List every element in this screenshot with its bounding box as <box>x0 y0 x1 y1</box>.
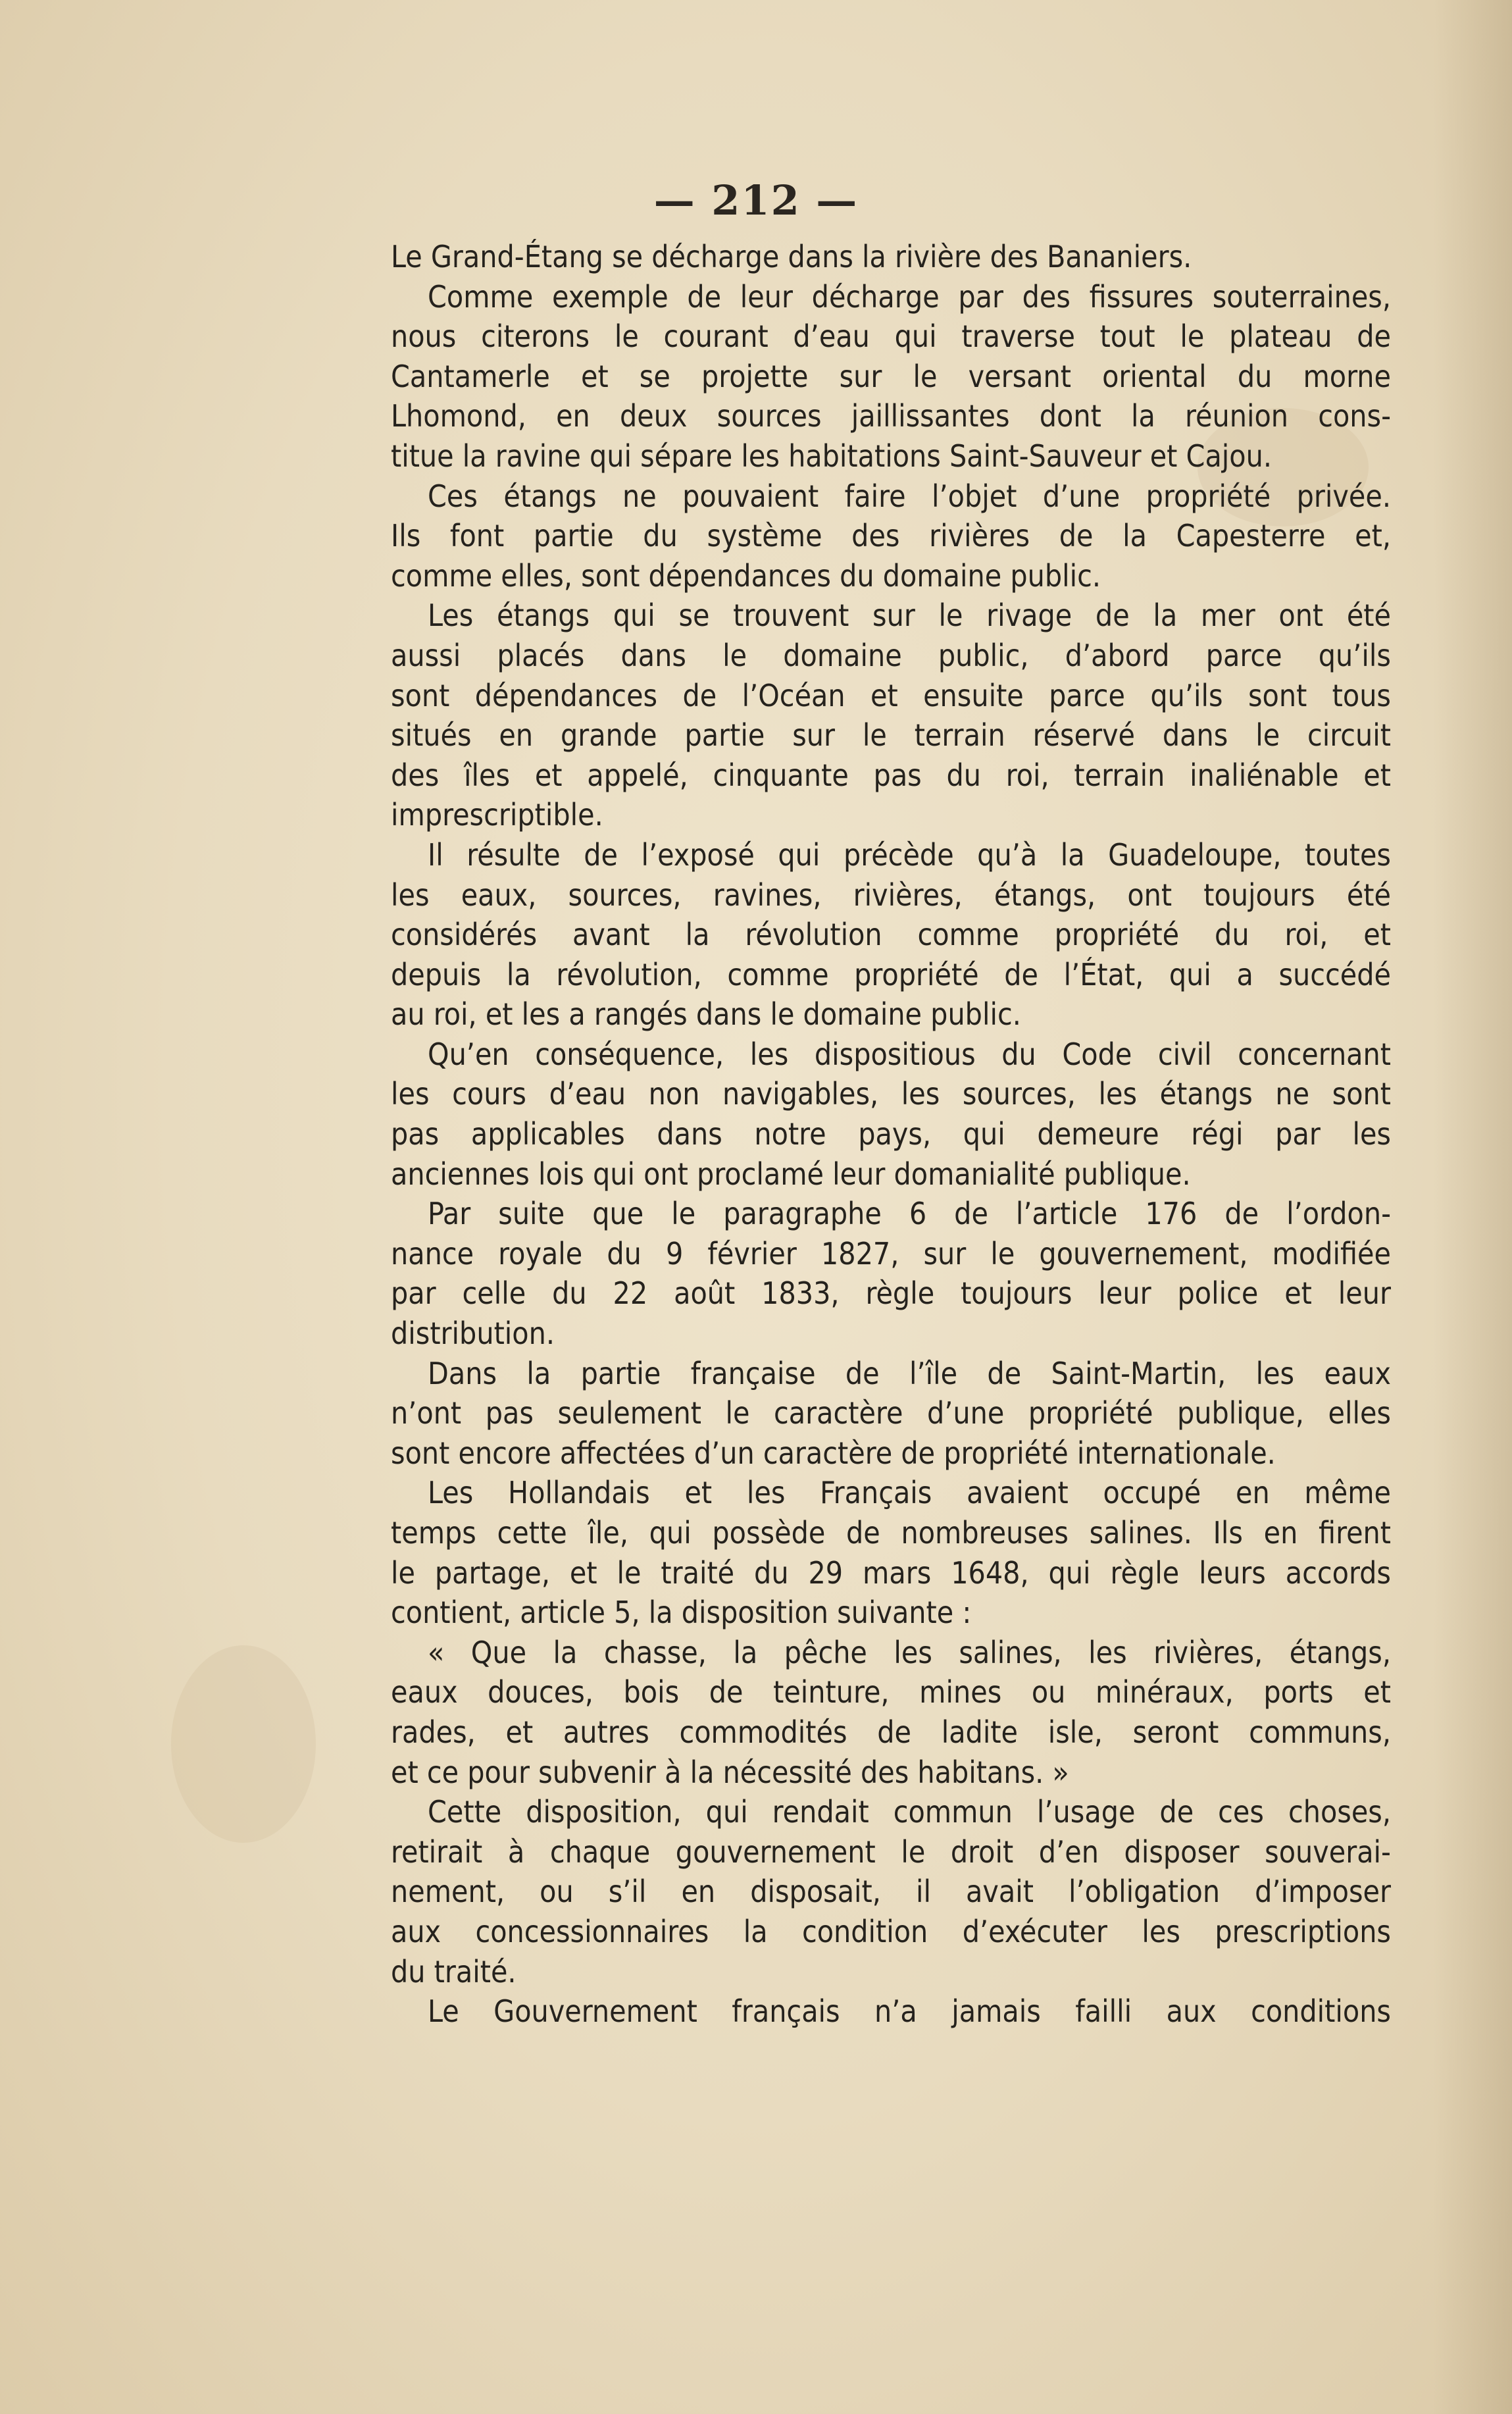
text-line: Les étangs qui se trouvent sur le rivage de la mer ont été <box>428 598 1391 634</box>
paper-stain <box>171 1645 316 1843</box>
text-line: Dans la partie française de l’île de Saint-Martin, les eaux <box>428 1355 1391 1391</box>
text-line: « Que la chasse, la pêche les salines, les rivières, étangs, <box>428 1634 1391 1670</box>
text-line: eaux douces, bois de teinture, mines ou minéraux, ports et <box>391 1674 1391 1710</box>
text-line: temps cette île, qui possède de nombreuses salines. Ils en firent <box>391 1515 1391 1551</box>
page-number: — 212 — <box>653 176 859 224</box>
text-line: rades, et autres commodités de ladite isle, seront communs, <box>391 1714 1391 1750</box>
text-line: nement, ou s’il en disposait, il avait l’obligation d’imposer <box>391 1874 1391 1910</box>
text-line: Lhomond, en deux sources jaillissantes dont la réunion cons- <box>391 398 1391 434</box>
text-line: nance royale du 9 février 1827, sur le gouvernement, modifiée <box>391 1235 1391 1271</box>
text-line: anciennes lois qui ont proclamé leur domanialité publique. <box>391 1156 1191 1192</box>
text-line: n’ont pas seulement le caractère d’une propriété publique, elles <box>391 1395 1391 1431</box>
text-line: Ils font partie du système des rivières de la Capesterre et, <box>391 518 1391 554</box>
page-edge-shadow <box>1433 0 1512 2414</box>
text-line: aux concessionnaires la condition d’exécuter les prescriptions <box>391 1913 1391 1949</box>
text-line: Il résulte de l’exposé qui précède qu’à la Guadeloupe, toutes <box>428 836 1391 873</box>
text-line: les cours d’eau non navigables, les sources, les étangs ne sont <box>391 1076 1391 1112</box>
text-line: Cantamerle et se projette sur le versant oriental du morne <box>391 358 1391 394</box>
text-line: depuis la révolution, comme propriété de l’État, qui a succédé <box>391 956 1391 992</box>
text-line: comme elles, sont dépendances du domaine public. <box>391 557 1101 594</box>
text-line: contient, article 5, la disposition suivante : <box>391 1595 972 1631</box>
text-line: Comme exemple de leur décharge par des fissures souterraines, <box>428 278 1391 315</box>
text-line: aussi placés dans le domaine public, d’abord parce qu’ils <box>391 637 1391 673</box>
text-line: les eaux, sources, ravines, rivières, étangs, ont toujours été <box>391 877 1391 913</box>
text-line: Les Hollandais et les Français avaient occupé en même <box>428 1475 1391 1511</box>
text-line: Par suite que le paragraphe 6 de l’article 176 de l’ordon- <box>428 1196 1391 1232</box>
text-line: du traité. <box>391 1953 517 1990</box>
text-line: Cette disposition, qui rendait commun l’usage de ces choses, <box>428 1794 1391 1830</box>
text-line: pas applicables dans notre pays, qui demeure régi par les <box>391 1116 1391 1152</box>
text-line: des îles et appelé, cinquante pas du roi, terrain inaliénable et <box>391 757 1391 793</box>
text-line: considérés avant la révolution comme propriété du roi, et <box>391 917 1391 953</box>
text-line: par celle du 22 août 1833, règle toujours leur police et leur <box>391 1275 1391 1312</box>
text-line: nous citerons le courant d’eau qui traverse tout le plateau de <box>391 319 1391 355</box>
text-line: sont encore affectées d’un caractère de propriété internationale. <box>391 1435 1276 1471</box>
text-line: Le Gouvernement français n’a jamais failli aux conditions <box>428 1993 1391 2030</box>
text-line: le partage, et le traité du 29 mars 1648, qui règle leurs accords <box>391 1554 1391 1591</box>
text-line: situés en grande partie sur le terrain réservé dans le circuit <box>391 717 1391 754</box>
text-line: sont dépendances de l’Océan et ensuite parce qu’ils sont tous <box>391 677 1391 713</box>
text-line: Le Grand-Étang se décharge dans la rivière des Bananiers. <box>391 239 1192 274</box>
body-text <box>391 237 1391 2032</box>
text-line: distribution. <box>391 1316 555 1352</box>
text-line: retirait à chaque gouvernement le droit d’en disposer souverai- <box>391 1834 1391 1870</box>
text-line: imprescriptible. <box>391 797 603 833</box>
text-line: au roi, et les a rangés dans le domaine public. <box>391 996 1021 1033</box>
text-line: Ces étangs ne pouvaient faire l’objet d’une propriété privée. <box>428 478 1391 514</box>
text-line: titue la ravine qui sépare les habitations Saint-Sauveur et Cajou. <box>391 438 1272 474</box>
text-line: et ce pour subvenir à la nécessité des habitans. » <box>391 1754 1069 1790</box>
text-line: Qu’en conséquence, les dispositious du Code civil concernant <box>428 1036 1391 1072</box>
